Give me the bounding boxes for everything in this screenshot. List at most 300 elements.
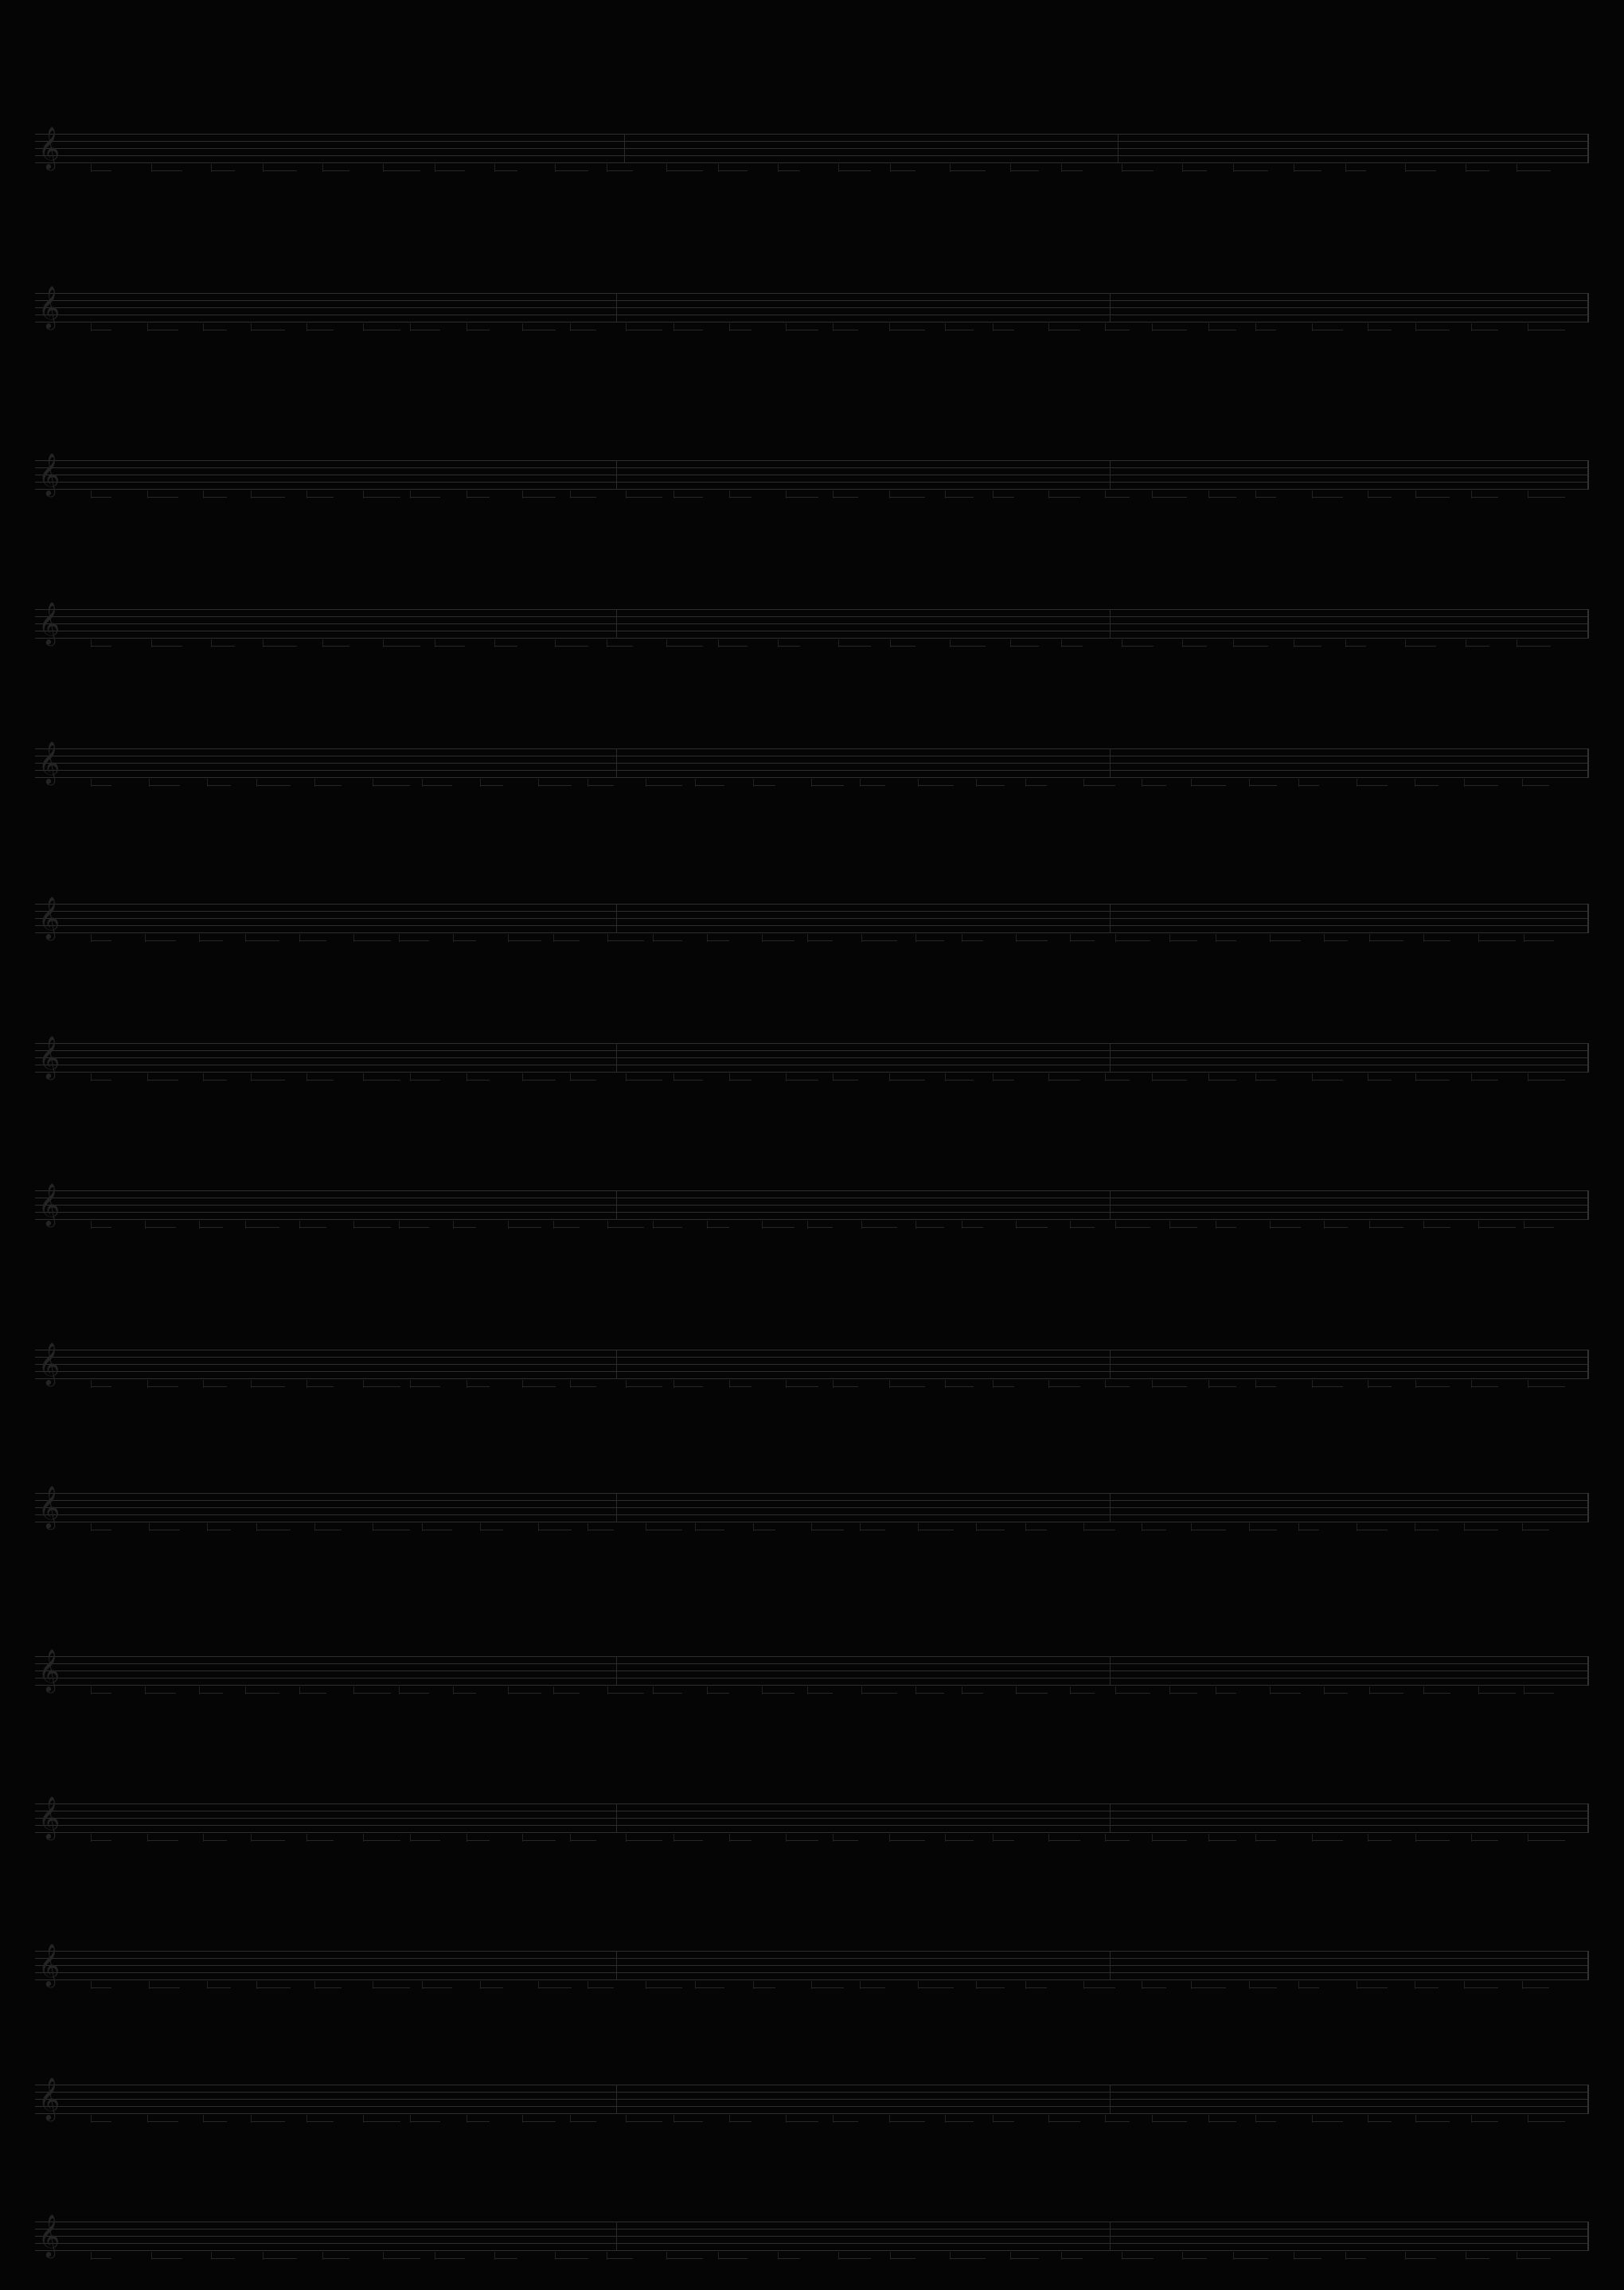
note-stem <box>1471 1380 1472 1388</box>
note-mark <box>718 2258 748 2259</box>
note-mark <box>1070 1227 1095 1228</box>
note-stem <box>889 2115 890 2123</box>
note-mark <box>1016 1227 1048 1228</box>
note-mark <box>607 646 633 647</box>
note-mark <box>729 497 751 498</box>
note-stem <box>695 1981 696 1989</box>
note-stem <box>753 1523 754 1531</box>
note-mark <box>707 1227 729 1228</box>
note-mark <box>1048 1840 1080 1841</box>
staff-line <box>35 770 1589 771</box>
barline <box>1110 293 1111 322</box>
note-stem <box>918 779 919 787</box>
note-stem <box>570 2115 571 2123</box>
note-stem <box>1369 1686 1370 1694</box>
note-stem <box>508 1686 509 1694</box>
staff-line <box>35 1364 1589 1365</box>
note-group <box>35 323 1589 341</box>
barline <box>616 2085 617 2114</box>
note-stem <box>322 639 323 647</box>
staff-system <box>35 1182 1589 1241</box>
note-stem <box>889 323 890 331</box>
note-stem <box>945 1834 946 1842</box>
note-stem <box>570 1073 571 1081</box>
note-stem <box>199 934 200 942</box>
note-mark <box>399 1227 429 1228</box>
note-stem <box>673 1073 674 1081</box>
note-mark <box>467 2121 490 2122</box>
note-stem <box>1048 1073 1049 1081</box>
note-stem <box>1169 934 1170 942</box>
note-stem <box>1191 1981 1192 1989</box>
note-stem <box>522 2115 523 2123</box>
note-stem <box>626 1073 627 1081</box>
note-stem <box>1249 1981 1250 1989</box>
note-mark <box>207 785 231 786</box>
staff-line <box>35 1500 1589 1501</box>
note-stem <box>306 2115 307 2123</box>
note-stem <box>1208 323 1209 331</box>
note-stem <box>860 779 861 787</box>
note-stem <box>1025 779 1026 787</box>
note-stem <box>1423 934 1424 942</box>
note-stem <box>918 1523 919 1531</box>
note-stem <box>422 1523 423 1531</box>
staff-system <box>35 1943 1589 2002</box>
note-stem <box>149 779 150 787</box>
note-mark <box>203 1080 227 1081</box>
note-stem <box>1152 2115 1153 2123</box>
staff-line <box>35 2236 1589 2237</box>
note-mark <box>203 1840 227 1841</box>
note-group <box>35 1834 1589 1851</box>
staff-line <box>35 141 1589 142</box>
note-mark <box>410 2121 440 2122</box>
note-mark <box>860 1987 885 1988</box>
note-mark <box>1423 940 1450 941</box>
note-stem <box>145 934 146 942</box>
note-stem <box>199 1686 200 1694</box>
note-mark <box>1517 2258 1551 2259</box>
note-mark <box>1415 1840 1450 1841</box>
note-mark <box>1357 1987 1388 1988</box>
note-stem <box>480 779 481 787</box>
note-mark <box>494 646 517 647</box>
note-stem <box>1298 1523 1299 1531</box>
note-mark <box>1312 1386 1343 1387</box>
note-stem <box>151 164 152 172</box>
note-stem <box>203 1073 204 1081</box>
note-mark <box>1061 646 1083 647</box>
note-stem <box>653 1686 654 1694</box>
note-mark <box>1368 1840 1392 1841</box>
note-mark <box>778 170 800 171</box>
note-mark <box>251 1840 285 1841</box>
note-stem <box>203 1380 204 1388</box>
note-mark <box>91 1080 111 1081</box>
note-mark <box>811 1987 844 1988</box>
note-mark <box>626 497 662 498</box>
note-stem <box>149 1981 150 1989</box>
note-stem <box>299 1686 300 1694</box>
note-mark <box>626 1840 662 1841</box>
note-stem <box>1478 1686 1479 1694</box>
note-mark <box>522 1840 556 1841</box>
note-mark <box>263 646 297 647</box>
note-mark <box>1423 1693 1450 1694</box>
note-stem <box>1464 1981 1465 1989</box>
note-stem <box>553 1686 554 1694</box>
note-mark <box>666 646 703 647</box>
note-mark <box>522 1080 556 1081</box>
note-stem <box>480 1981 481 1989</box>
note-mark <box>1233 646 1268 647</box>
staff-line <box>35 2243 1589 2244</box>
note-mark <box>950 170 986 171</box>
note-mark <box>410 1386 440 1387</box>
note-mark <box>1083 785 1115 786</box>
note-mark <box>383 646 420 647</box>
note-stem <box>861 934 862 942</box>
note-mark <box>833 1080 858 1081</box>
staff-line <box>35 1685 1589 1686</box>
note-mark <box>1522 1987 1549 1988</box>
staff-line <box>35 1965 1589 1966</box>
note-mark <box>553 1227 580 1228</box>
note-mark <box>1233 170 1268 171</box>
note-stem <box>553 1221 554 1229</box>
staff-line <box>35 134 1589 135</box>
note-mark <box>147 1840 178 1841</box>
note-stem <box>353 934 354 942</box>
barline <box>616 904 617 933</box>
note-mark <box>762 940 794 941</box>
note-group <box>35 2252 1589 2269</box>
note-stem <box>145 1686 146 1694</box>
note-stem <box>399 1686 400 1694</box>
note-stem <box>1522 779 1523 787</box>
note-mark <box>363 1386 400 1387</box>
note-stem <box>453 1686 454 1694</box>
note-mark <box>945 1386 974 1387</box>
note-stem <box>322 164 323 172</box>
note-mark <box>607 1227 644 1228</box>
note-stem <box>91 1834 92 1842</box>
note-stem <box>626 1834 627 1842</box>
note-mark <box>1208 1840 1236 1841</box>
staff-line <box>35 623 1589 624</box>
final-barline <box>1587 609 1589 639</box>
note-stem <box>91 1686 92 1694</box>
staff-line <box>35 609 1589 610</box>
note-mark <box>673 2121 703 2122</box>
note-stem <box>786 1380 787 1388</box>
note-stem <box>1152 1073 1153 1081</box>
note-mark <box>91 1386 111 1387</box>
note-mark <box>1169 1693 1197 1694</box>
note-stem <box>1471 490 1472 498</box>
note-stem <box>147 1834 148 1842</box>
staff-line <box>35 1072 1589 1073</box>
note-stem <box>786 323 787 331</box>
note-stem <box>1208 1834 1209 1842</box>
note-mark <box>538 1987 572 1988</box>
note-mark <box>653 940 682 941</box>
note-mark <box>1415 785 1439 786</box>
note-stem <box>976 779 977 787</box>
note-mark <box>861 1227 897 1228</box>
note-stem <box>494 2252 495 2260</box>
note-stem <box>314 1981 315 1989</box>
final-barline <box>1587 1656 1589 1686</box>
note-mark <box>1105 1080 1130 1081</box>
note-stem <box>707 1686 708 1694</box>
note-mark <box>1115 1227 1150 1228</box>
note-stem <box>1191 1523 1192 1531</box>
note-stem <box>718 164 719 172</box>
note-stem <box>1048 1380 1049 1388</box>
note-mark <box>203 2121 227 2122</box>
note-mark <box>1415 1386 1450 1387</box>
note-mark <box>1070 1693 1095 1694</box>
note-mark <box>993 1386 1014 1387</box>
note-mark <box>1255 1386 1276 1387</box>
note-mark <box>1528 1080 1565 1081</box>
note-group <box>35 1380 1589 1397</box>
note-mark <box>149 1987 180 1988</box>
note-mark <box>91 940 111 941</box>
note-group <box>35 639 1589 657</box>
note-stem <box>256 779 257 787</box>
note-stem <box>838 2252 839 2260</box>
note-stem <box>778 2252 779 2260</box>
note-stem <box>811 779 812 787</box>
note-stem <box>251 1380 252 1388</box>
note-mark <box>993 1840 1014 1841</box>
note-mark <box>1016 940 1048 941</box>
note-stem <box>1233 639 1234 647</box>
note-stem <box>1324 1221 1325 1229</box>
note-stem <box>1182 639 1183 647</box>
staff-line <box>35 1205 1589 1206</box>
note-stem <box>666 639 667 647</box>
note-stem <box>211 639 212 647</box>
note-mark <box>753 785 775 786</box>
note-mark <box>1255 1840 1276 1841</box>
note-mark <box>718 170 748 171</box>
note-mark <box>1182 646 1207 647</box>
note-stem <box>1010 639 1011 647</box>
note-mark <box>245 1227 279 1228</box>
note-stem <box>299 934 300 942</box>
note-mark <box>1324 940 1348 941</box>
note-stem <box>1471 323 1472 331</box>
note-stem <box>753 1981 754 1989</box>
barline <box>616 460 617 490</box>
note-stem <box>151 2252 152 2260</box>
note-mark <box>993 1080 1014 1081</box>
note-mark <box>1122 170 1154 171</box>
staff-line <box>35 932 1589 933</box>
note-stem <box>993 490 994 498</box>
note-mark <box>861 940 897 941</box>
note-mark <box>1010 170 1039 171</box>
note-mark <box>373 1987 410 1988</box>
note-mark <box>1471 1840 1498 1841</box>
note-mark <box>1324 1227 1348 1228</box>
note-mark <box>435 170 465 171</box>
note-stem <box>1298 779 1299 787</box>
note-group <box>35 490 1589 508</box>
note-stem <box>399 1221 400 1229</box>
note-mark <box>607 170 633 171</box>
note-stem <box>729 1834 730 1842</box>
note-stem <box>306 323 307 331</box>
note-stem <box>1405 639 1406 647</box>
note-stem <box>1270 934 1271 942</box>
note-stem <box>1048 323 1049 331</box>
note-stem <box>555 2252 556 2260</box>
note-stem <box>861 1221 862 1229</box>
note-mark <box>306 497 334 498</box>
note-mark <box>245 940 279 941</box>
note-stem <box>1048 490 1049 498</box>
note-mark <box>383 2258 420 2259</box>
treble-clef-icon: 𝄞 <box>38 126 61 169</box>
treble-clef-icon: 𝄞 <box>38 285 61 328</box>
note-stem <box>1369 1221 1370 1229</box>
staff-system <box>35 2077 1589 2136</box>
note-stem <box>207 1523 208 1531</box>
note-stem <box>91 2252 92 2260</box>
note-mark <box>199 940 223 941</box>
note-mark <box>646 785 682 786</box>
note-mark <box>245 1693 279 1694</box>
note-mark <box>1169 940 1197 941</box>
staff-line <box>35 748 1589 749</box>
staff-line <box>35 925 1589 926</box>
staff-line <box>35 1951 1589 1952</box>
note-stem <box>915 1686 916 1694</box>
staff-line <box>35 2250 1589 2251</box>
note-stem <box>251 1073 252 1081</box>
note-stem <box>1423 1221 1424 1229</box>
staff-system <box>35 1796 1589 1854</box>
treble-clef-icon: 𝄞 <box>38 1182 61 1225</box>
staff-system <box>35 126 1589 185</box>
staff-system <box>35 601 1589 660</box>
note-stem <box>626 1380 627 1388</box>
note-stem <box>993 1380 994 1388</box>
note-mark <box>1466 646 1489 647</box>
note-mark <box>1105 2121 1130 2122</box>
note-stem <box>91 779 92 787</box>
note-stem <box>245 1221 246 1229</box>
note-stem <box>91 490 92 498</box>
note-mark <box>256 1987 291 1988</box>
note-mark <box>555 2258 588 2259</box>
note-stem <box>838 639 839 647</box>
note-mark <box>1105 1840 1130 1841</box>
note-stem <box>410 323 411 331</box>
barline <box>1110 1951 1111 1980</box>
barline <box>1110 2222 1111 2251</box>
note-stem <box>410 1834 411 1842</box>
note-stem <box>203 490 204 498</box>
barline <box>1110 1803 1111 1833</box>
note-stem <box>1255 1380 1256 1388</box>
note-mark <box>306 1080 334 1081</box>
note-mark <box>1208 2121 1236 2122</box>
note-stem <box>890 639 891 647</box>
note-mark <box>786 2121 818 2122</box>
note-mark <box>1415 497 1450 498</box>
note-mark <box>889 2121 925 2122</box>
note-stem <box>1405 2252 1406 2260</box>
note-mark <box>314 1987 342 1988</box>
note-stem <box>203 1834 204 1842</box>
note-stem <box>762 934 763 942</box>
note-stem <box>860 1981 861 1989</box>
staff-line <box>35 1050 1589 1051</box>
note-mark <box>778 2258 800 2259</box>
note-stem <box>607 1221 608 1229</box>
note-stem <box>950 639 951 647</box>
note-mark <box>666 2258 703 2259</box>
note-stem <box>861 1686 862 1694</box>
note-mark <box>1048 497 1080 498</box>
staff-line <box>35 307 1589 308</box>
note-stem <box>538 1981 539 1989</box>
note-mark <box>915 1693 944 1694</box>
note-mark <box>1524 1693 1554 1694</box>
note-mark <box>1478 1227 1516 1228</box>
note-stem <box>950 2252 951 2260</box>
note-stem <box>753 779 754 787</box>
note-mark <box>1415 2121 1450 2122</box>
note-stem <box>1478 1221 1479 1229</box>
note-mark <box>1522 785 1549 786</box>
note-mark <box>383 170 420 171</box>
note-stem <box>653 1221 654 1229</box>
treble-clef-icon: 𝄞 <box>38 1342 61 1385</box>
note-mark <box>945 1080 974 1081</box>
note-mark <box>1312 2121 1343 2122</box>
note-stem <box>762 1686 763 1694</box>
note-mark <box>147 1386 178 1387</box>
note-mark <box>646 1987 682 1988</box>
note-group <box>35 1523 1589 1541</box>
note-stem <box>91 2115 92 2123</box>
staff-line <box>35 1979 1589 1980</box>
note-mark <box>890 646 915 647</box>
note-mark <box>588 1987 614 1988</box>
note-mark <box>1010 646 1039 647</box>
note-stem <box>522 1834 523 1842</box>
staff-system <box>35 1035 1589 1094</box>
note-stem <box>1415 490 1416 498</box>
note-stem <box>1061 164 1062 172</box>
treble-clef-icon: 𝄞 <box>38 2214 61 2257</box>
note-mark <box>1270 1227 1301 1228</box>
note-mark <box>915 1227 944 1228</box>
barline <box>616 609 617 639</box>
note-mark <box>1152 2121 1187 2122</box>
note-stem <box>1298 1981 1299 1989</box>
treble-clef-icon: 𝄞 <box>38 1796 61 1839</box>
note-mark <box>91 646 111 647</box>
note-mark <box>422 785 452 786</box>
